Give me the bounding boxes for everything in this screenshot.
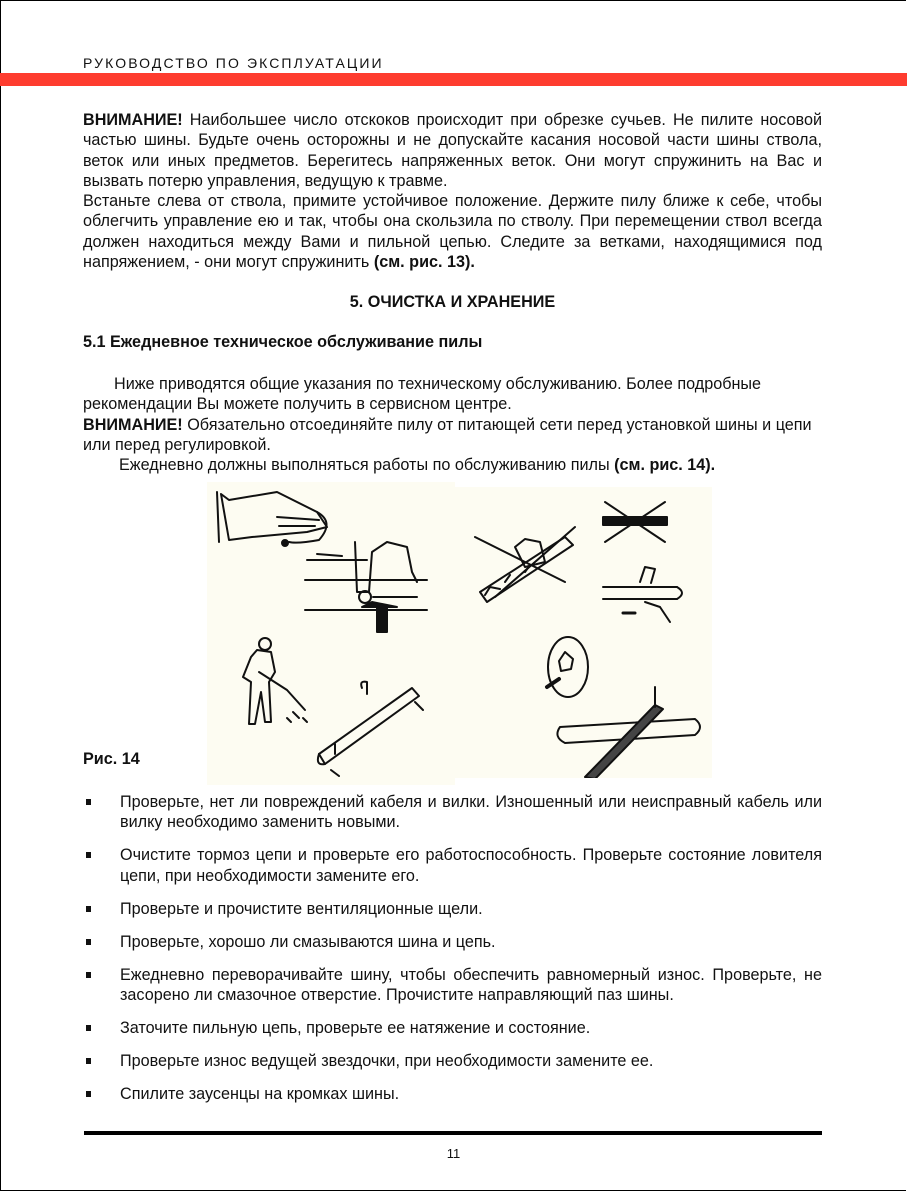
kickback-warning-paragraph: [83, 110, 822, 272]
checklist-item: Проверьте и прочистите вентиляционные щели.: [83, 899, 822, 919]
page-number: 11: [446, 1146, 461, 1161]
positioning-text: Встаньте слева от ствола, примите устойчивое положение. Держите пилу ближе к себе, чтобы облегчить управление ею и так, чтобы она скользила по стволу. При перемещении ствол всегда должен находиться между Вами и пильной цепью. Следите за ветками, находящимися под напряжением, - они могут спружинить: [83, 192, 822, 272]
subsection-title: 5.1 Ежедневное техническое обслуживание пилы: [83, 333, 483, 351]
saw-motor-cable-icon: [217, 492, 327, 546]
bullet-icon: [86, 906, 91, 912]
warning-text: Наибольшее число отскоков происходит при обрезке сучьев. Не пилите носовой частью шины. Будьте очень осторожны и не допускайте касания носовой части шины ствола, веток или иных предметов. Берегитесь напряженных веток. Они могут спружинить на Вас и вызвать потерю управления, ведущую к травме.: [83, 111, 822, 190]
bullet-icon: [86, 1058, 91, 1064]
bullet-icon: [86, 852, 91, 858]
guide-bar-flip-icon: [318, 682, 423, 776]
bullet-icon: [86, 799, 91, 805]
warning-label: ВНИМАНИЕ!: [83, 111, 183, 129]
maintenance-intro: [83, 374, 822, 475]
checklist-item: Проверьте, нет ли повреждений кабеля и вилки. Изношенный или неисправный кабель или вилку необходимо заменить новыми.: [83, 792, 822, 833]
footer-rule: [84, 1131, 822, 1135]
sprocket-wear-icon: [547, 637, 588, 697]
operator-with-saw-icon: [243, 638, 307, 724]
running-header: РУКОВОДСТВО ПО ЭКСПЛУАТАЦИИ: [83, 55, 384, 71]
daily-maintenance-checklist: [83, 792, 822, 1117]
incorrect-chain-mounting-icon: [475, 527, 575, 602]
crossed-chain-icon: [603, 502, 667, 542]
bar-deburring-file-icon: [557, 687, 700, 778]
checklist-item: Ежедневно переворачивайте шину, чтобы обеспечить равномерный износ. Проверьте, не засорено ли смазочное отверстие. Прочистите направляющий паз шины.: [83, 965, 822, 1006]
section-title: 5. ОЧИСТКА И ХРАНЕНИЕ: [349, 293, 556, 311]
checklist-item: Проверьте износ ведущей звездочки, при необходимости замените ее.: [83, 1051, 822, 1071]
maintenance-intro-text: Ниже приводятся общие указания по техническому обслуживанию. Более подробные рекомендации Вы можете получить в сервисном центре.: [83, 375, 762, 414]
disconnect-warning-text: Обязательно отсоединяйте пилу от питающей сети перед установкой шины и цепи или перед регулировкой.: [83, 415, 812, 454]
warning-label: ВНИМАНИЕ!: [83, 415, 183, 434]
checklist-item: Заточите пильную цепь, проверьте ее натяжение и состояние.: [83, 1018, 822, 1038]
figure-caption: Рис. 14: [83, 750, 140, 768]
checklist-item: Спилите заусенцы на кромках шины.: [83, 1084, 822, 1104]
bullet-icon: [86, 1025, 91, 1031]
header-accent-bar: [0, 73, 907, 86]
figure-reference: (см. рис. 14).: [614, 456, 716, 475]
figure-illustration-left: [207, 482, 455, 785]
figure-reference: (см. рис. 13).: [373, 253, 475, 272]
bullet-icon: [86, 972, 91, 978]
chain-brake-sprocket-icon: [305, 542, 427, 632]
checklist-item: Очистите тормоз цепи и проверьте его работоспособность. Проверьте состояние ловителя цепи, при необходимости замените его.: [83, 845, 822, 886]
figure-illustration-right: [455, 487, 712, 778]
checklist-item: Проверьте, хорошо ли смазываются шина и цепь.: [83, 932, 822, 952]
bullet-icon: [86, 1091, 91, 1097]
chain-sharpening-icon: [603, 567, 682, 622]
bullet-icon: [86, 939, 91, 945]
daily-work-text: Ежедневно должны выполняться работы по обслуживанию пилы: [119, 456, 615, 475]
